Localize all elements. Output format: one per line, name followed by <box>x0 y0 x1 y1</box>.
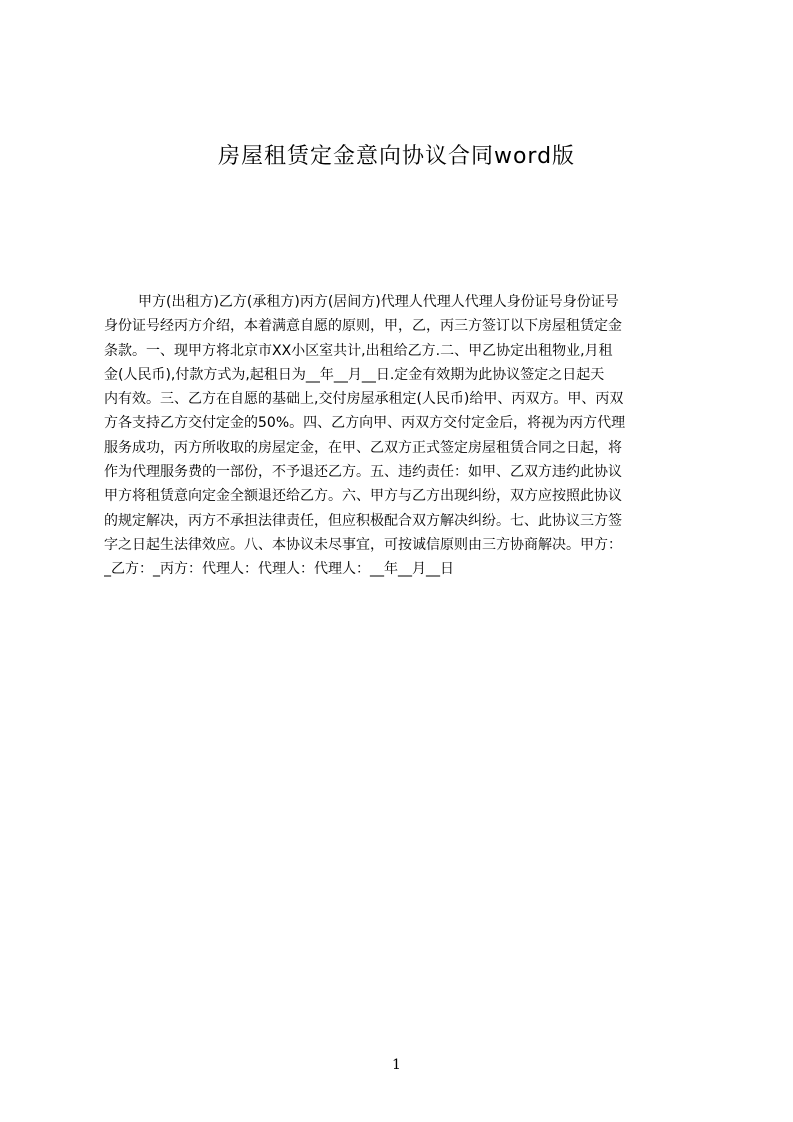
body-line-10: 的规定解决，丙方不承担法律责任，但应积极配合双方解决纠纷。七、此协议三方签 <box>104 512 622 529</box>
document-body <box>104 290 698 582</box>
page-number: 1 <box>392 1057 401 1073</box>
body-line-2: 身份证号经丙方介绍，本着满意自愿的原则，甲，乙，丙三方签订以下房屋租赁定金 <box>104 318 622 335</box>
body-line-4: 金(人民币),付款方式为,起租日为__年__月__日.定金有效期为此协议签定之日起天 <box>104 366 605 383</box>
body-line-11: 字之日起生法律效应。八、本协议未尽事宜，可按诚信原则由三方协商解决。甲方： <box>104 536 622 553</box>
body-line-6: 方各支持乙方交付定金的50%。四、乙方向甲、丙双方交付定金后，将视为丙方代理 <box>104 415 626 432</box>
body-line-3: 条款。一、现甲方将北京市XX小区室共计,出租给乙方.二、甲乙协定出租物业,月租 <box>104 342 613 359</box>
body-line-9: 甲方将租赁意向定金全额退还给乙方。六、甲方与乙方出现纠纷，双方应按照此协议 <box>104 488 622 505</box>
body-line-8: 作为代理服务费的一部份，不予退还乙方。五、违约责任：如甲、乙双方违约此协议 <box>104 464 622 481</box>
body-line-7: 服务成功，丙方所收取的房屋定金，在甲、乙双方正式签定房屋租赁合同之日起，将 <box>104 439 622 456</box>
document-title: 房屋租赁定金意向协议合同word版 <box>217 144 576 169</box>
body-line-1: 甲方(出租方)乙方(承租方)丙方(居间方)代理人代理人代理人身份证号身份证号 <box>138 294 619 310</box>
body-line-5: 内有效。三、乙方在自愿的基础上,交付房屋承租定(人民币)给甲、丙双方。甲、丙双 <box>104 391 624 408</box>
body-line-12: _乙方：_丙方：代理人：代理人：代理人：__年__月__日 <box>104 561 454 578</box>
